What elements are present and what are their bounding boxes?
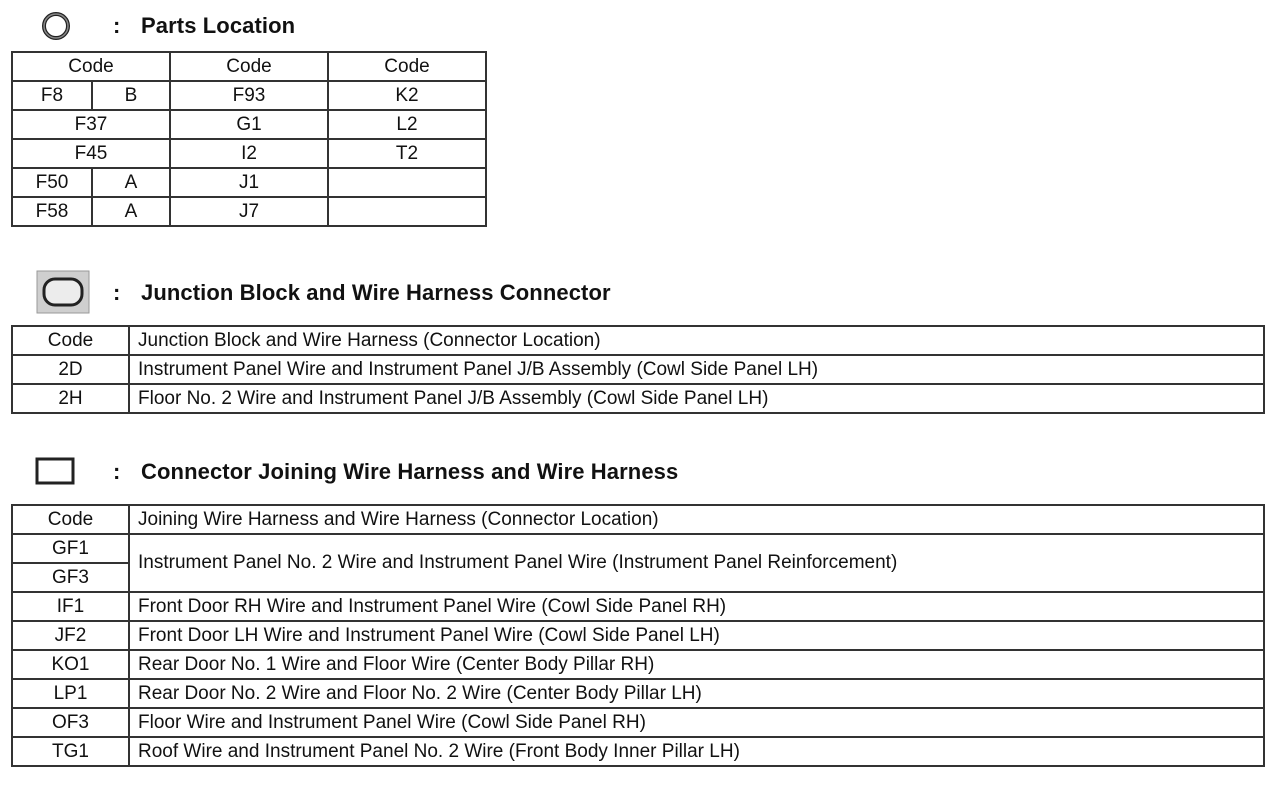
description-cell: Rear Door No. 2 Wire and Floor No. 2 Wire (Center Body Pillar LH) <box>129 679 1264 708</box>
code-cell: F58 <box>12 197 92 226</box>
code-cell: F93 <box>170 81 328 110</box>
joining-connector-title: Connector Joining Wire Harness and Wire Harness <box>141 459 679 484</box>
table-row <box>12 168 486 197</box>
table-row <box>12 708 1264 737</box>
code-cell: F50 <box>12 168 92 197</box>
table-row <box>12 110 486 139</box>
sub-cell: A <box>92 197 170 226</box>
description-cell: Rear Door No. 1 Wire and Floor Wire (Center Body Pillar RH) <box>129 650 1264 679</box>
code-cell: T2 <box>328 139 486 168</box>
table-row <box>12 621 1264 650</box>
code-cell: GF1 <box>12 534 129 563</box>
code-cell: OF3 <box>12 708 129 737</box>
table-row <box>12 679 1264 708</box>
table-row <box>12 534 1264 563</box>
parts-location-table <box>11 51 487 227</box>
description-cell: Front Door LH Wire and Instrument Panel Wire (Cowl Side Panel LH) <box>129 621 1264 650</box>
code-cell: IF1 <box>12 592 129 621</box>
junction-block-title: Junction Block and Wire Harness Connector <box>141 280 611 305</box>
code-cell: F45 <box>12 139 170 168</box>
code-cell <box>328 168 486 197</box>
sub-cell: A <box>92 168 170 197</box>
circle-legend-icon <box>40 10 72 42</box>
table-row <box>12 139 486 168</box>
table-row <box>12 650 1264 679</box>
sub-cell: B <box>92 81 170 110</box>
code-cell: K2 <box>328 81 486 110</box>
legend-colon: : <box>113 13 121 38</box>
header-code: Code <box>12 505 129 534</box>
code-cell: F37 <box>12 110 170 139</box>
description-cell: Floor No. 2 Wire and Instrument Panel J/B Assembly (Cowl Side Panel LH) <box>129 384 1264 413</box>
header-code-2: Code <box>170 52 328 81</box>
code-cell: LP1 <box>12 679 129 708</box>
code-cell: G1 <box>170 110 328 139</box>
description-cell: Roof Wire and Instrument Panel No. 2 Wire (Front Body Inner Pillar LH) <box>129 737 1264 766</box>
description-cell: Floor Wire and Instrument Panel Wire (Cowl Side Panel RH) <box>129 708 1264 737</box>
header-code-1: Code <box>12 52 170 81</box>
description-cell: Instrument Panel Wire and Instrument Panel J/B Assembly (Cowl Side Panel LH) <box>129 355 1264 384</box>
code-cell: F8 <box>12 81 92 110</box>
code-cell: L2 <box>328 110 486 139</box>
table-row <box>12 384 1264 413</box>
legend-colon: : <box>113 459 121 484</box>
joining-connector-table <box>11 504 1265 767</box>
table-row <box>12 81 486 110</box>
square-legend-icon <box>35 457 75 485</box>
table-row <box>12 592 1264 621</box>
code-cell: 2H <box>12 384 129 413</box>
header-description: Joining Wire Harness and Wire Harness (Connector Location) <box>129 505 1264 534</box>
table-row <box>12 197 486 226</box>
code-cell <box>328 197 486 226</box>
code-cell: I2 <box>170 139 328 168</box>
header-description: Junction Block and Wire Harness (Connector Location) <box>129 326 1264 355</box>
code-cell: GF3 <box>12 563 129 592</box>
parts-location-title: Parts Location <box>141 13 296 38</box>
description-cell: Instrument Panel No. 2 Wire and Instrument Panel Wire (Instrument Panel Reinforcement) <box>129 534 1264 592</box>
code-cell: JF2 <box>12 621 129 650</box>
table-row <box>12 355 1264 384</box>
code-cell: KO1 <box>12 650 129 679</box>
description-cell: Front Door RH Wire and Instrument Panel Wire (Cowl Side Panel RH) <box>129 592 1264 621</box>
rounded-rect-legend-icon <box>36 270 90 314</box>
code-cell: J1 <box>170 168 328 197</box>
table-row <box>12 737 1264 766</box>
code-cell: 2D <box>12 355 129 384</box>
legend-colon: : <box>113 280 121 305</box>
code-cell: J7 <box>170 197 328 226</box>
header-code: Code <box>12 326 129 355</box>
header-code-3: Code <box>328 52 486 81</box>
code-cell: TG1 <box>12 737 129 766</box>
junction-block-table <box>11 325 1265 414</box>
